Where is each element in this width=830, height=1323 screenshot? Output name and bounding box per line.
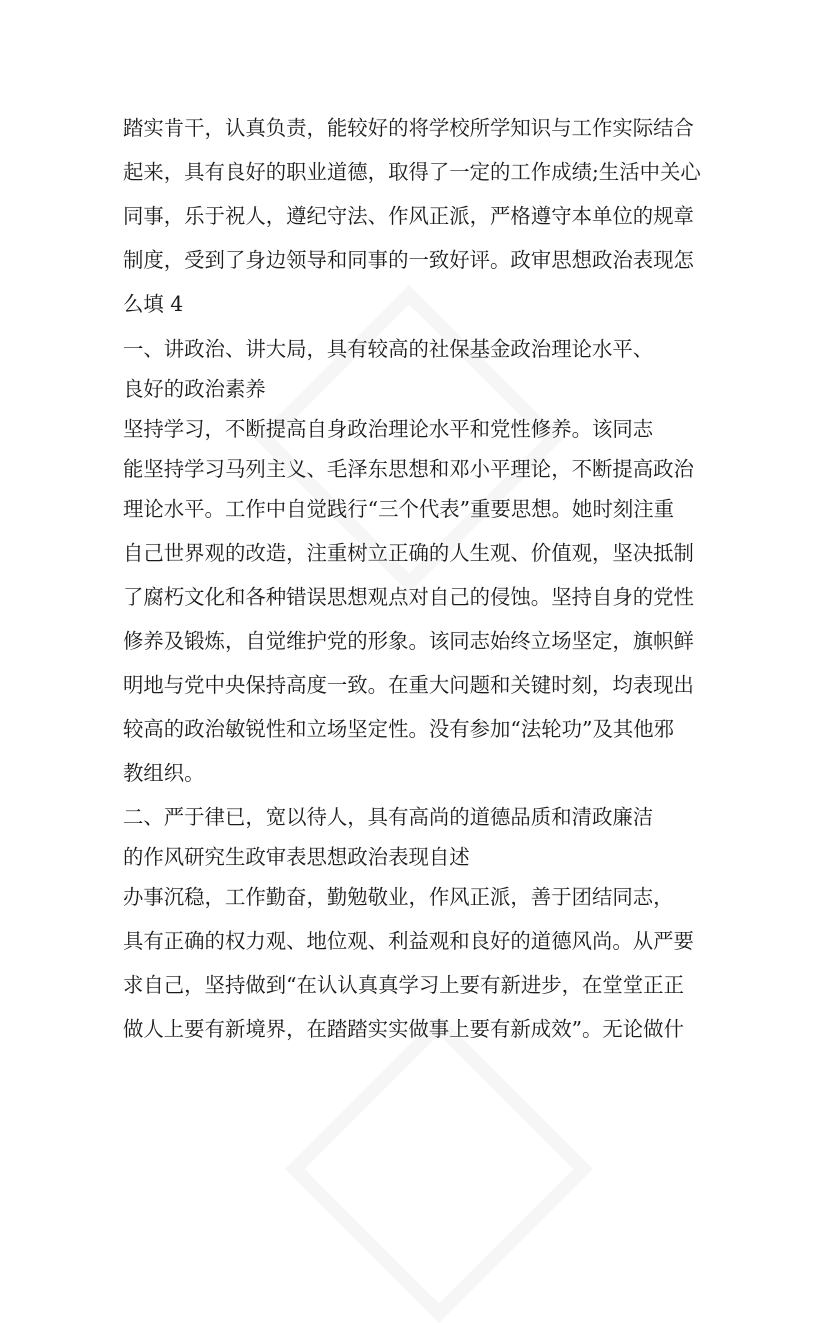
text-line: 二、严于律已，宽以待人，具有高尚的道德品质和清政廉洁 bbox=[123, 805, 654, 829]
text-line: 办事沉稳，工作勤奋，勤勉敬业，作风正派，善于团结同志， bbox=[123, 885, 674, 909]
text-line: 修养及锻炼，自觉维护党的形象。该同志始终立场坚定，旗帜鲜 bbox=[123, 629, 694, 653]
watermark-shape bbox=[285, 1015, 593, 1323]
text-line: 良好的政治素养 bbox=[123, 377, 266, 401]
text-line: 制度，受到了身边领导和同事的一致好评。政审思想政治表现怎 bbox=[123, 248, 694, 272]
text-line: 能坚持学习马列主义、毛泽东思想和邓小平理论，不断提高政治 bbox=[123, 457, 694, 481]
text-line: 理论水平。工作中自觉践行“三个代表”重要思想。她时刻注重 bbox=[123, 497, 675, 521]
text-line: 教组织。 bbox=[123, 761, 205, 785]
text-line: 了腐朽文化和各种错误思想观点对自己的侵蚀。坚持自身的党性 bbox=[123, 585, 694, 609]
text-line: 做人上要有新境界，在踏踏实实做事上要有新成效”。无论做什 bbox=[123, 1017, 684, 1041]
text-line: 坚持学习，不断提高自身政治理论水平和党性修养。该同志 bbox=[123, 417, 654, 441]
text-line: 具有正确的权力观、地位观、利益观和良好的道德风尚。从严要 bbox=[123, 929, 694, 953]
text-line: 较高的政治敏锐性和立场坚定性。没有参加“法轮功”及其他邪 bbox=[123, 717, 675, 741]
text-line: 求自己，坚持做到“在认认真真学习上要有新进步，在堂堂正正 bbox=[123, 973, 684, 997]
text-line: 一、讲政治、讲大局，具有较高的社保基金政治理论水平、 bbox=[123, 337, 654, 361]
text-line: 踏实肯干，认真负责，能较好的将学校所学知识与工作实际结合 bbox=[123, 116, 694, 140]
text-line: 么填 4 bbox=[123, 292, 184, 316]
text-line: 起来，具有良好的职业道德，取得了一定的工作成绩;生活中关心 bbox=[123, 160, 701, 184]
text-line: 的作风研究生政审表思想政治表现自述 bbox=[123, 845, 470, 869]
text-line: 明地与党中央保持高度一致。在重大问题和关键时刻，均表现出 bbox=[123, 673, 694, 697]
text-line: 自己世界观的改造，注重树立正确的人生观、价值观，坚决抵制 bbox=[123, 541, 694, 565]
text-line: 同事，乐于祝人，遵纪守法、作风正派，严格遵守本单位的规章 bbox=[123, 204, 694, 228]
